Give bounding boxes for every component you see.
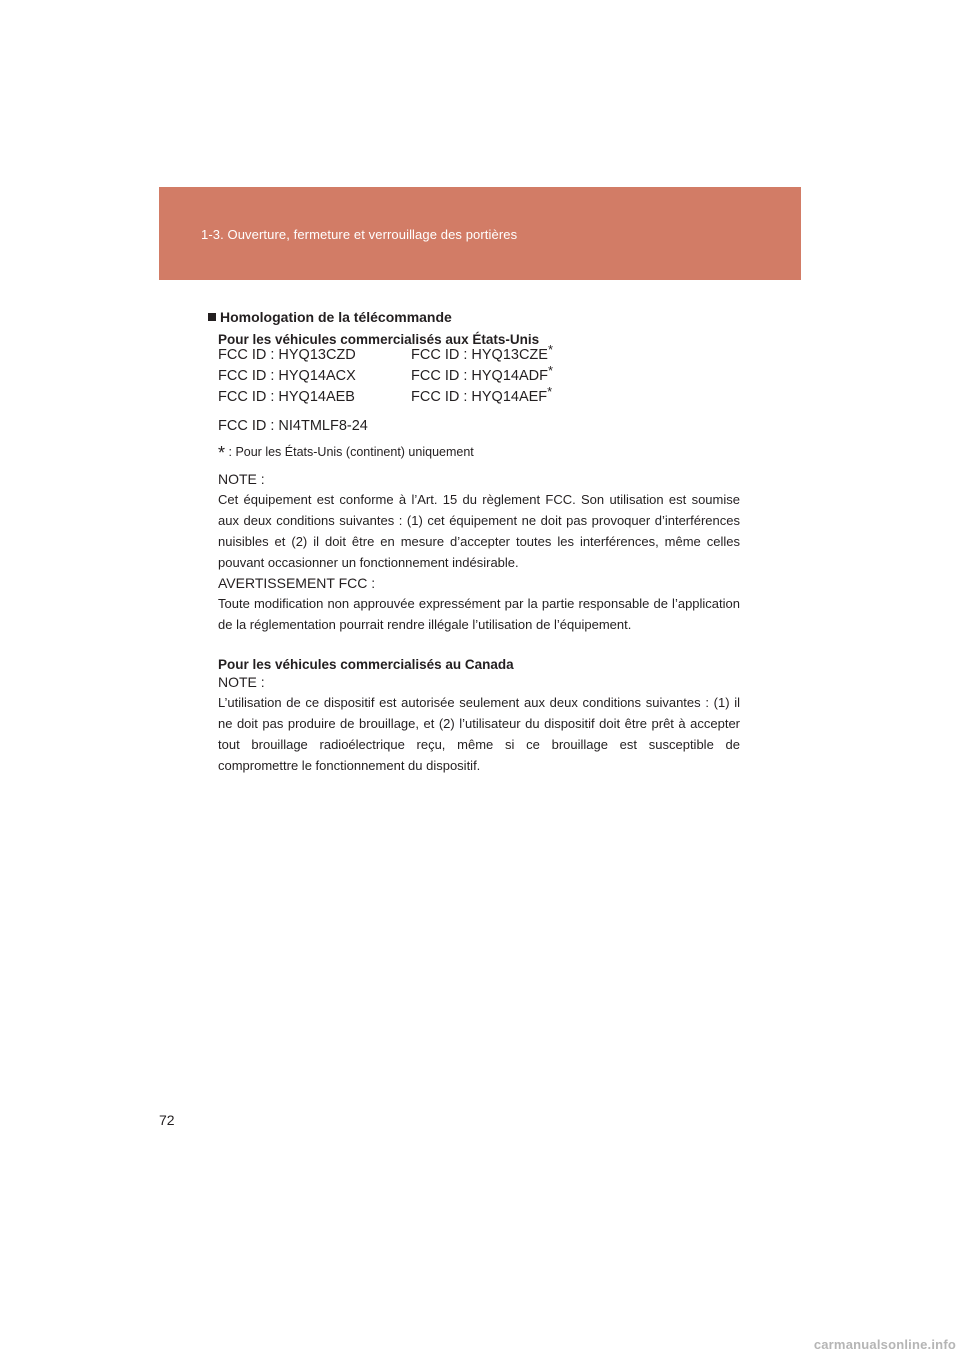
fcc-row bbox=[218, 384, 740, 410]
note-label: NOTE : bbox=[218, 471, 265, 487]
canada-block bbox=[218, 657, 740, 776]
warning-block bbox=[218, 573, 740, 635]
fcc-id: FCC ID : HYQ14AEB bbox=[218, 389, 355, 405]
fcc-id-single: FCC ID : NI4TMLF8-24 bbox=[218, 418, 368, 434]
canada-note-label: NOTE : bbox=[218, 674, 265, 690]
fcc-row bbox=[218, 363, 740, 389]
us-heading: Pour les véhicules commercialisés aux États-Unis bbox=[218, 332, 540, 347]
canada-heading: Pour les véhicules commercialisés au Canada bbox=[218, 657, 514, 672]
page-number: 72 bbox=[159, 1112, 175, 1128]
asterisk-icon: * bbox=[547, 384, 553, 399]
footnote-block bbox=[218, 443, 740, 464]
fcc-id: FCC ID : HYQ14ACX bbox=[218, 368, 356, 384]
warning-label: AVERTISSEMENT FCC : bbox=[218, 575, 376, 591]
watermark: carmanualsonline.info bbox=[813, 1337, 956, 1352]
chapter-header-band bbox=[159, 187, 801, 280]
square-bullet-icon bbox=[208, 313, 216, 321]
fcc-id: FCC ID : HYQ13CZD bbox=[218, 347, 356, 363]
footnote-text: : Pour les États-Unis (continent) uniquement bbox=[228, 445, 474, 459]
fcc-id: FCC ID : HYQ14AEF bbox=[411, 389, 548, 405]
warning-text: Toute modification non approuvée expressément par la partie responsable de l’application de la réglementation pourrait rendre illégale l’utilisation de l’équipement. bbox=[218, 596, 740, 632]
fcc-id: FCC ID : HYQ13CZE bbox=[411, 347, 548, 363]
canada-note-text: L’utilisation de ce dispositif est autorisée seulement aux deux conditions suivantes : (1) il ne doit pas produire de brouillage, et (2) l’utilisateur du dispositif doit être prêt à accepter tout brouillage radioélectrique reçu, même si ce brouillage est susceptible de compromettre le fonctionnement du dispositif. bbox=[218, 695, 740, 773]
fcc-id: FCC ID : HYQ14ADF bbox=[411, 368, 548, 384]
section-heading-text: Homologation de la télécommande bbox=[220, 309, 452, 325]
asterisk-icon: * bbox=[547, 342, 554, 357]
asterisk-icon: * bbox=[218, 443, 226, 463]
note-text: Cet équipement est conforme à l’Art. 15 du règlement FCC. Son utilisation est soumise aux deux conditions suivantes : (1) cet équipement ne doit pas provoquer d’interférences nuisibles et (2) il doit être en mesure d’accepter toutes les interférences, même celles pouvant occasionner un fonctionnement indésirable. bbox=[218, 492, 740, 570]
fcc-single-block bbox=[218, 418, 740, 439]
footnote bbox=[218, 443, 740, 464]
section-title: 1-3. Ouverture, fermeture et verrouillage des portières bbox=[201, 227, 518, 242]
asterisk-icon: * bbox=[547, 363, 554, 378]
section-heading bbox=[208, 309, 452, 325]
us-block bbox=[218, 332, 740, 410]
fcc-row bbox=[218, 342, 740, 368]
note-block bbox=[218, 469, 740, 573]
